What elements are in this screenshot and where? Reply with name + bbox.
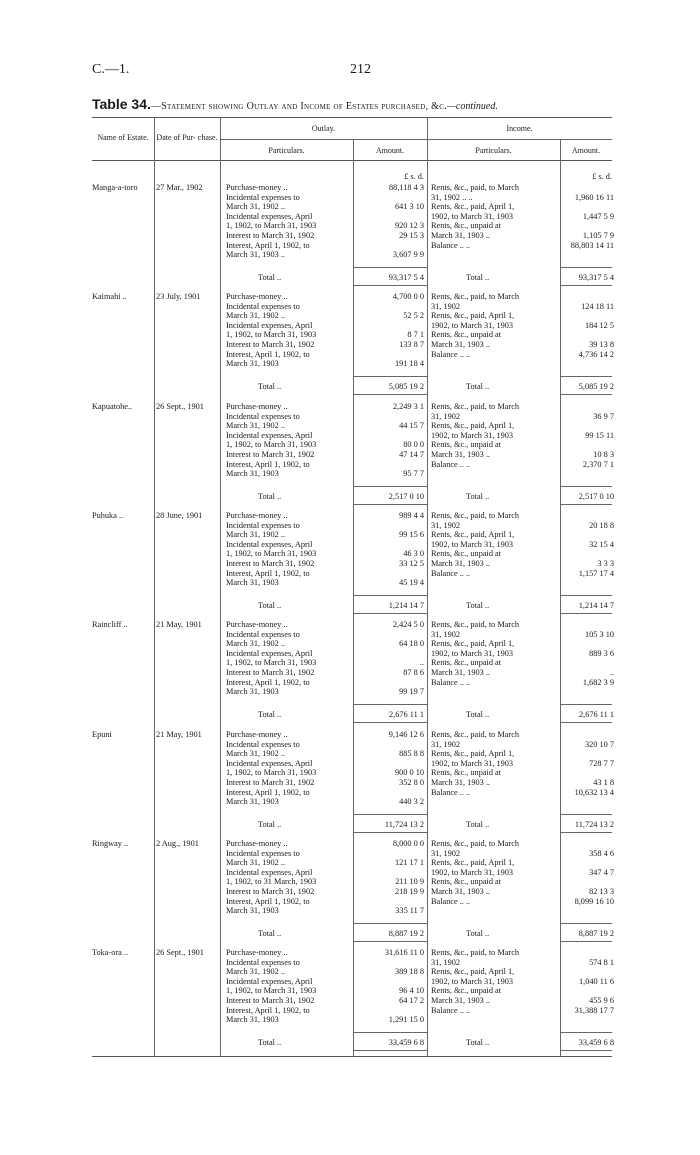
col-rule-2 xyxy=(220,117,221,1056)
outlay-total-rule xyxy=(353,704,427,705)
income-particular-line: Balance .. .. xyxy=(431,568,471,578)
header-income: Income. xyxy=(506,124,533,133)
income-amount: 1,157 17 4 xyxy=(578,568,614,578)
outlay-amount: 99 15 6 xyxy=(399,530,424,540)
income-total-underline xyxy=(560,504,612,505)
outlay-particular-line: Interest to March 31, 1902 xyxy=(226,231,315,240)
col-rule-4 xyxy=(427,117,428,1056)
outlay-total-rule xyxy=(353,595,427,596)
outlay-particular-line: Incidental expenses to xyxy=(226,739,300,749)
outlay-particular-line: Interest to March 31, 1902 xyxy=(226,450,315,459)
subheader-rule xyxy=(220,139,612,140)
outlay-particular-line: March 31, 1902 .. xyxy=(226,311,285,321)
income-amount: 10,632 13 4 xyxy=(574,787,614,797)
estate-name: Raincliff .. xyxy=(92,620,128,629)
estate-name: Kaimahi .. xyxy=(92,292,127,301)
outlay-amount: 352 8 0 xyxy=(399,778,424,787)
estate-name: Puhuka .. xyxy=(92,511,124,520)
outlay-amount: 64 18 0 xyxy=(399,639,424,649)
income-total-underline xyxy=(560,722,612,723)
outlay-total-label: Total .. xyxy=(258,710,282,719)
outlay-particular-line: Purchase-money .. xyxy=(226,511,288,520)
header-name: Name of Estate. xyxy=(97,133,149,142)
outlay-amount: 121 17 1 xyxy=(394,858,424,868)
income-amount: 574 8 1 xyxy=(589,957,614,967)
outlay-amount: 46 3 0 xyxy=(403,549,424,559)
income-particular-line: Rents, &c., paid, April 1, xyxy=(431,311,515,321)
outlay-amount: 45 19 4 xyxy=(399,578,424,588)
income-total-underline xyxy=(560,613,612,614)
outlay-total-amount: 33,459 6 8 xyxy=(388,1038,424,1047)
outlay-amount: 218 19 9 xyxy=(394,887,424,896)
income-particular-line: 31, 1902 xyxy=(431,520,461,530)
outlay-particular-line: March 31, 1903 xyxy=(226,359,279,369)
outlay-particular-line: Interest to March 31, 1902 xyxy=(226,778,315,787)
outlay-particular-line: March 31, 1903 .. xyxy=(226,250,285,260)
outlay-particular-line: Interest, April 1, 1902, to xyxy=(226,349,310,359)
outlay-particular-line: Incidental expenses, April xyxy=(226,211,313,221)
outlay-amount: 87 8 6 xyxy=(403,668,424,677)
outlay-particular-line: Incidental expenses, April xyxy=(226,976,313,986)
income-amount: 88,803 14 11 xyxy=(570,240,614,250)
income-particular-line: Rents, &c., paid, to March xyxy=(431,620,520,629)
estate-name: Epuni xyxy=(92,730,112,739)
header-outlay-amount: Amount. xyxy=(375,146,405,155)
outlay-particular-line: Interest to March 31, 1902 xyxy=(226,340,315,349)
outlay-total-label: Total .. xyxy=(258,820,282,829)
outlay-amount: 80 0 0 xyxy=(403,440,424,450)
income-amount: 358 4 6 xyxy=(589,848,614,858)
income-particular-line: 31, 1902 xyxy=(431,411,461,421)
income-amount: 8,099 16 10 xyxy=(574,896,614,906)
income-particular-line: 31, 1902 xyxy=(431,848,461,858)
income-total-underline xyxy=(560,1050,612,1051)
income-total-underline xyxy=(560,285,612,286)
estate-purchase-date: 21 May, 1901 xyxy=(156,620,202,629)
income-total-label: Total .. xyxy=(466,820,490,829)
income-amount: 455 9 6 xyxy=(589,996,614,1005)
outlay-amount: 2,249 3 1 xyxy=(392,402,424,411)
table-title xyxy=(92,96,498,112)
outlay-total-underline xyxy=(353,285,427,286)
outlay-particular-line: Interest, April 1, 1902, to xyxy=(226,459,310,469)
income-amount: 1,040 11 6 xyxy=(579,976,614,986)
outlay-particular-line: Interest, April 1, 1902, to xyxy=(226,677,310,687)
income-particular-line: 1902, to March 31, 1903 xyxy=(431,648,514,658)
income-particular-line: Rents, &c., paid, to March xyxy=(431,948,520,957)
page-number: 212 xyxy=(350,62,371,77)
outlay-particular-line: 1, 1902, to March 31, 1903 xyxy=(226,986,317,996)
income-particular-line: Balance .. .. xyxy=(431,677,471,687)
estate-purchase-date: 23 July, 1901 xyxy=(156,292,201,301)
income-particular-line: 31, 1902 xyxy=(431,957,461,967)
outlay-particular-line: March 31, 1902 .. xyxy=(226,749,285,759)
income-amount: 320 10 7 xyxy=(584,739,614,749)
outlay-amount: 47 14 7 xyxy=(399,450,424,459)
income-total-rule xyxy=(560,595,612,596)
outlay-particular-line: March 31, 1902 .. xyxy=(226,202,285,212)
outlay-particular-line: 1, 1902, to March 31, 1903 xyxy=(226,330,317,340)
income-particular-line: Rents, &c., paid, April 1, xyxy=(431,421,515,431)
outlay-amount: 191 18 4 xyxy=(394,359,424,369)
estate-name: Manga-a-toro xyxy=(92,183,138,192)
income-total-label: Total .. xyxy=(466,929,490,938)
outlay-particular-line: March 31, 1902 .. xyxy=(226,421,285,431)
income-particular-line: Rents, &c., unpaid at xyxy=(431,768,502,778)
income-total-label: Total .. xyxy=(466,382,490,391)
estate-purchase-date: 28 June, 1901 xyxy=(156,511,203,520)
income-particular-line: March 31, 1903 .. xyxy=(431,450,490,459)
income-particular-line: Rents, &c., paid, to March xyxy=(431,839,520,848)
outlay-amount: 900 0 10 xyxy=(394,768,424,778)
income-particular-line: 1902, to March 31, 1903 xyxy=(431,320,514,330)
income-total-rule xyxy=(560,1032,612,1033)
income-particular-line: Balance .. .. xyxy=(431,1005,471,1015)
outlay-amount: 211 10 9 xyxy=(395,877,424,887)
outlay-particular-line: 1, 1902, to March 31, 1903 xyxy=(226,440,317,450)
income-particular-line: Balance .. .. xyxy=(431,349,471,359)
outlay-particular-line: Purchase-money .. xyxy=(226,730,288,739)
income-total-label: Total .. xyxy=(466,710,490,719)
income-particular-line: Rents, &c., paid, to March xyxy=(431,292,520,301)
outlay-total-amount: 11,724 13 2 xyxy=(384,820,424,829)
outlay-total-amount: 93,317 5 4 xyxy=(388,273,424,282)
income-total-underline xyxy=(560,832,612,833)
income-amount: 184 12 5 xyxy=(584,320,614,330)
income-amount: 728 7 7 xyxy=(589,758,614,768)
outlay-particular-line: Purchase-money .. xyxy=(226,620,288,629)
income-total-amount: 11,724 13 2 xyxy=(574,820,614,829)
income-particular-line: Rents, &c., paid, to March xyxy=(431,402,520,411)
income-amount: 4,736 14 2 xyxy=(578,349,614,359)
outlay-amount: 88,118 4 3 xyxy=(389,183,424,192)
outlay-particular-line: Interest to March 31, 1902 xyxy=(226,996,315,1005)
outlay-particular-line: March 31, 1903 xyxy=(226,469,279,479)
outlay-particular-line: Purchase-money .. xyxy=(226,839,288,848)
header-date: Date of Pur- chase. xyxy=(156,133,218,142)
outlay-total-rule xyxy=(353,376,427,377)
outlay-particular-line: 1, 1902, to 31 March, 1903 xyxy=(226,877,317,887)
income-particular-line: Rents, &c., unpaid at xyxy=(431,440,502,450)
estate-name: Kapuatohe.. xyxy=(92,402,133,411)
income-particular-line: Rents, &c., unpaid at xyxy=(431,658,502,668)
table-top-rule xyxy=(92,117,612,118)
income-particular-line: Rents, &c., unpaid at xyxy=(431,877,502,887)
outlay-particular-line: Interest to March 31, 1902 xyxy=(226,887,315,896)
outlay-amount: 133 8 7 xyxy=(399,340,424,349)
income-particular-line: Rents, &c., paid, to March xyxy=(431,511,520,520)
outlay-total-label: Total .. xyxy=(258,492,282,501)
outlay-particular-line: 1, 1902, to March 31, 1903 xyxy=(226,221,317,231)
income-total-amount: 2,517 0 10 xyxy=(578,492,614,501)
outlay-amount: 389 18 8 xyxy=(394,967,424,977)
outlay-particular-line: March 31, 1903 xyxy=(226,797,279,807)
income-particular-line: 1902, to March 31, 1903 xyxy=(431,976,514,986)
page-header xyxy=(92,62,612,80)
income-particular-line: March 31, 1903 .. xyxy=(431,668,490,677)
outlay-amount: 1,291 15 0 xyxy=(388,1015,424,1025)
outlay-total-amount: 5,085 19 2 xyxy=(388,382,424,391)
income-particular-line: 31, 1902 .. .. xyxy=(431,192,473,202)
outlay-amount: 8 7 1 xyxy=(407,330,424,340)
outlay-currency-units: £ s. d. xyxy=(404,172,424,181)
outlay-particular-line: Purchase-money .. xyxy=(226,402,288,411)
outlay-amount: 920 12 3 xyxy=(394,221,424,231)
outlay-particular-line: March 31, 1903 xyxy=(226,1015,279,1025)
outlay-total-rule xyxy=(353,923,427,924)
income-particular-line: Rents, &c., paid, April 1, xyxy=(431,967,515,977)
income-particular-line: March 31, 1903 .. xyxy=(431,887,490,896)
outlay-total-underline xyxy=(353,394,427,395)
outlay-particular-line: Incidental expenses, April xyxy=(226,867,313,877)
income-total-amount: 2,676 11 1 xyxy=(579,710,614,719)
outlay-particular-line: March 31, 1903 xyxy=(226,687,279,697)
outlay-total-label: Total .. xyxy=(258,601,282,610)
income-total-amount: 8,887 19 2 xyxy=(578,929,614,938)
outlay-total-rule xyxy=(353,1032,427,1033)
outlay-total-underline xyxy=(353,832,427,833)
income-particular-line: Rents, &c., paid, April 1, xyxy=(431,858,515,868)
income-total-rule xyxy=(560,486,612,487)
outlay-particular-line: Incidental expenses to xyxy=(226,192,300,202)
outlay-amount: 9,146 12 6 xyxy=(388,730,424,739)
outlay-particular-line: March 31, 1903 xyxy=(226,578,279,588)
income-amount: 99 15 11 xyxy=(585,430,614,440)
outlay-total-label: Total .. xyxy=(258,1038,282,1047)
outlay-particular-line: March 31, 1902 .. xyxy=(226,858,285,868)
income-particular-line: Rents, &c., paid, April 1, xyxy=(431,749,515,759)
outlay-total-underline xyxy=(353,504,427,505)
outlay-particular-line: Interest, April 1, 1902, to xyxy=(226,240,310,250)
outlay-amount: 33 12 5 xyxy=(399,559,424,568)
outlay-total-amount: 8,887 19 2 xyxy=(388,929,424,938)
outlay-particular-line: Purchase-money .. xyxy=(226,948,288,957)
outlay-total-rule xyxy=(353,486,427,487)
income-particular-line: Rents, &c., unpaid at xyxy=(431,221,502,231)
income-amount: 105 3 10 xyxy=(584,629,614,639)
income-particular-line: Balance .. .. xyxy=(431,459,471,469)
income-total-amount: 5,085 19 2 xyxy=(578,382,614,391)
outlay-particular-line: March 31, 1903 xyxy=(226,906,279,916)
income-particular-line: 31, 1902 xyxy=(431,739,461,749)
income-amount: 10 8 3 xyxy=(593,450,614,459)
outlay-amount: .. xyxy=(419,658,424,668)
outlay-particular-line: Incidental expenses to xyxy=(226,411,300,421)
col-rule-1 xyxy=(154,117,155,1056)
outlay-amount: 4,700 0 0 xyxy=(392,292,424,301)
income-currency-units: £ s. d. xyxy=(592,172,612,181)
header-income-particulars: Particulars. xyxy=(475,146,512,155)
income-amount: 36 9 7 xyxy=(593,411,614,421)
header-income-amount: Amount. xyxy=(571,146,601,155)
outlay-amount: 29 15 3 xyxy=(399,231,424,240)
outlay-amount: 2,424 5 0 xyxy=(392,620,424,629)
income-particular-line: Rents, &c., paid, to March xyxy=(431,730,520,739)
income-particular-line: Rents, &c., paid, April 1, xyxy=(431,639,515,649)
income-amount: 3 3 3 xyxy=(597,559,614,568)
outlay-particular-line: March 31, 1902 .. xyxy=(226,530,285,540)
income-particular-line: 31, 1902 xyxy=(431,629,461,639)
income-amount: 39 13 8 xyxy=(589,340,614,349)
income-particular-line: Rents, &c., unpaid at xyxy=(431,330,502,340)
income-total-label: Total .. xyxy=(466,601,490,610)
outlay-total-amount: 2,676 11 1 xyxy=(389,710,424,719)
income-amount: 347 4 7 xyxy=(589,867,614,877)
outlay-total-underline xyxy=(353,722,427,723)
outlay-particular-line: Incidental expenses, April xyxy=(226,539,313,549)
outlay-particular-line: Interest, April 1, 1902, to xyxy=(226,568,310,578)
income-total-amount: 33,459 6 8 xyxy=(578,1038,614,1047)
income-total-underline xyxy=(560,941,612,942)
document-reference: C.—1. xyxy=(92,62,130,77)
estate-purchase-date: 2 Aug., 1901 xyxy=(156,839,199,848)
outlay-total-underline xyxy=(353,941,427,942)
outlay-total-label: Total .. xyxy=(258,382,282,391)
income-amount: 82 13 3 xyxy=(589,887,614,896)
outlay-particular-line: Incidental expenses to xyxy=(226,848,300,858)
income-amount: 32 15 4 xyxy=(589,539,614,549)
outlay-particular-line: Incidental expenses to xyxy=(226,301,300,311)
income-amount: .. xyxy=(609,668,614,677)
income-particular-line: Rents, &c., paid, April 1, xyxy=(431,202,515,212)
income-particular-line: March 31, 1903 .. xyxy=(431,778,490,787)
income-total-label: Total .. xyxy=(466,273,490,282)
income-particular-line: Rents, &c., paid, to March xyxy=(431,183,520,192)
outlay-particular-line: Incidental expenses, April xyxy=(226,758,313,768)
outlay-total-amount: 1,214 14 7 xyxy=(388,601,424,610)
outlay-amount: 52 5 2 xyxy=(403,311,424,321)
outlay-particular-line: Incidental expenses to xyxy=(226,957,300,967)
outlay-total-underline xyxy=(353,613,427,614)
income-amount: 2,370 7 1 xyxy=(582,459,614,469)
income-amount: 1,447 5 9 xyxy=(582,211,614,221)
outlay-amount: 31,616 11 0 xyxy=(384,948,424,957)
income-total-underline xyxy=(560,394,612,395)
header-outlay: Outlay. xyxy=(311,124,336,133)
outlay-total-underline xyxy=(353,1050,427,1051)
income-particular-line: 1902, to March 31, 1903 xyxy=(431,758,514,768)
outlay-total-amount: 2,517 0 10 xyxy=(388,492,424,501)
outlay-total-label: Total .. xyxy=(258,929,282,938)
income-amount: 43 1 8 xyxy=(593,778,614,787)
income-particular-line: 1902, to March 31, 1903 xyxy=(431,539,514,549)
outlay-particular-line: 1, 1902, to March 31, 1903 xyxy=(226,549,317,559)
table-label: Table 34. xyxy=(92,96,151,112)
income-particular-line: Balance .. .. xyxy=(431,896,471,906)
estate-name: Ringway .. xyxy=(92,839,129,848)
outlay-total-rule xyxy=(353,814,427,815)
continued-note: —continued. xyxy=(447,101,498,112)
income-total-label: Total .. xyxy=(466,1038,490,1047)
table-caption: —Statement showing Outlay and Income of Estates purchased, &c. xyxy=(150,101,448,112)
outlay-amount: 99 19 7 xyxy=(399,687,424,697)
outlay-particular-line: Incidental expenses to xyxy=(226,629,300,639)
outlay-particular-line: 1, 1902, to March 31, 1903 xyxy=(226,768,317,778)
outlay-particular-line: Incidental expenses, April xyxy=(226,648,313,658)
outlay-particular-line: Incidental expenses, April xyxy=(226,320,313,330)
income-amount: 20 18 8 xyxy=(589,520,614,530)
outlay-particular-line: 1, 1902, to March 31, 1903 xyxy=(226,658,317,668)
header-outlay-particulars: Particulars. xyxy=(268,146,305,155)
income-total-rule xyxy=(560,923,612,924)
income-particular-line: March 31, 1903 .. xyxy=(431,559,490,568)
outlay-amount: 440 3 2 xyxy=(399,797,424,807)
income-particular-line: March 31, 1903 .. xyxy=(431,996,490,1005)
outlay-particular-line: March 31, 1902 .. xyxy=(226,967,285,977)
outlay-particular-line: Incidental expenses to xyxy=(226,520,300,530)
income-amount: 31,388 17 7 xyxy=(574,1005,614,1015)
income-particular-line: Balance .. .. xyxy=(431,787,471,797)
outlay-particular-line: Incidental expenses, April xyxy=(226,430,313,440)
income-particular-line: Balance .. .. xyxy=(431,240,471,250)
table-bottom-rule xyxy=(92,1056,612,1057)
income-particular-line: Rents, &c., unpaid at xyxy=(431,549,502,559)
outlay-total-label: Total .. xyxy=(258,273,282,282)
outlay-amount: 96 4 10 xyxy=(399,986,424,996)
outlay-particular-line: Interest to March 31, 1902 xyxy=(226,559,315,568)
outlay-particular-line: Interest, April 1, 1902, to xyxy=(226,1005,310,1015)
income-particular-line: March 31, 1903 .. xyxy=(431,340,490,349)
outlay-particular-line: Purchase-money .. xyxy=(226,183,288,192)
outlay-amount: 885 8 8 xyxy=(399,749,424,759)
outlay-amount: 64 17 2 xyxy=(399,996,424,1005)
income-particular-line: Rents, &c., paid, April 1, xyxy=(431,530,515,540)
outlay-particular-line: Purchase-money .. xyxy=(226,292,288,301)
outlay-amount: 44 15 7 xyxy=(399,421,424,431)
income-particular-line: 1902, to March 31, 1903 xyxy=(431,867,514,877)
outlay-particular-line: Interest, April 1, 1902, to xyxy=(226,896,310,906)
income-total-rule xyxy=(560,814,612,815)
estate-purchase-date: 26 Sept., 1901 xyxy=(156,948,204,957)
income-amount: 1,105 7 9 xyxy=(582,231,614,240)
income-particular-line: Rents, &c., unpaid at xyxy=(431,986,502,996)
estate-name: Toka-ora .. xyxy=(92,948,129,957)
outlay-particular-line: Interest to March 31, 1902 xyxy=(226,668,315,677)
income-total-label: Total .. xyxy=(466,492,490,501)
income-total-rule xyxy=(560,376,612,377)
outlay-amount: 3,607 9 9 xyxy=(392,250,424,260)
income-amount: 124 18 11 xyxy=(581,301,614,311)
outlay-amount: 8,000 0 0 xyxy=(392,839,424,848)
income-particular-line: March 31, 1903 .. xyxy=(431,231,490,240)
outlay-particular-line: March 31, 1902 .. xyxy=(226,639,285,649)
income-particular-line: 1902, to March 31, 1903 xyxy=(431,211,514,221)
income-total-rule xyxy=(560,267,612,268)
income-total-rule xyxy=(560,704,612,705)
estate-purchase-date: 27 Mar., 1902 xyxy=(156,183,203,192)
estate-purchase-date: 26 Sept., 1901 xyxy=(156,402,204,411)
income-total-amount: 93,317 5 4 xyxy=(578,273,614,282)
income-total-amount: 1,214 14 7 xyxy=(578,601,614,610)
outlay-amount: 335 11 7 xyxy=(395,906,424,916)
estate-purchase-date: 21 May, 1901 xyxy=(156,730,202,739)
income-amount: 1,682 3 9 xyxy=(582,677,614,687)
income-amount: 1,960 16 11 xyxy=(574,192,614,202)
outlay-amount: 989 4 4 xyxy=(399,511,424,520)
header-bottom-rule xyxy=(92,160,612,161)
outlay-total-rule xyxy=(353,267,427,268)
income-amount: 889 3 6 xyxy=(589,648,614,658)
outlay-particular-line: Interest, April 1, 1902, to xyxy=(226,787,310,797)
income-particular-line: 1902, to March 31, 1903 xyxy=(431,430,514,440)
outlay-amount: 95 7 7 xyxy=(403,469,424,479)
outlay-amount: 641 3 10 xyxy=(394,202,424,212)
income-particular-line: 31, 1902 xyxy=(431,301,461,311)
